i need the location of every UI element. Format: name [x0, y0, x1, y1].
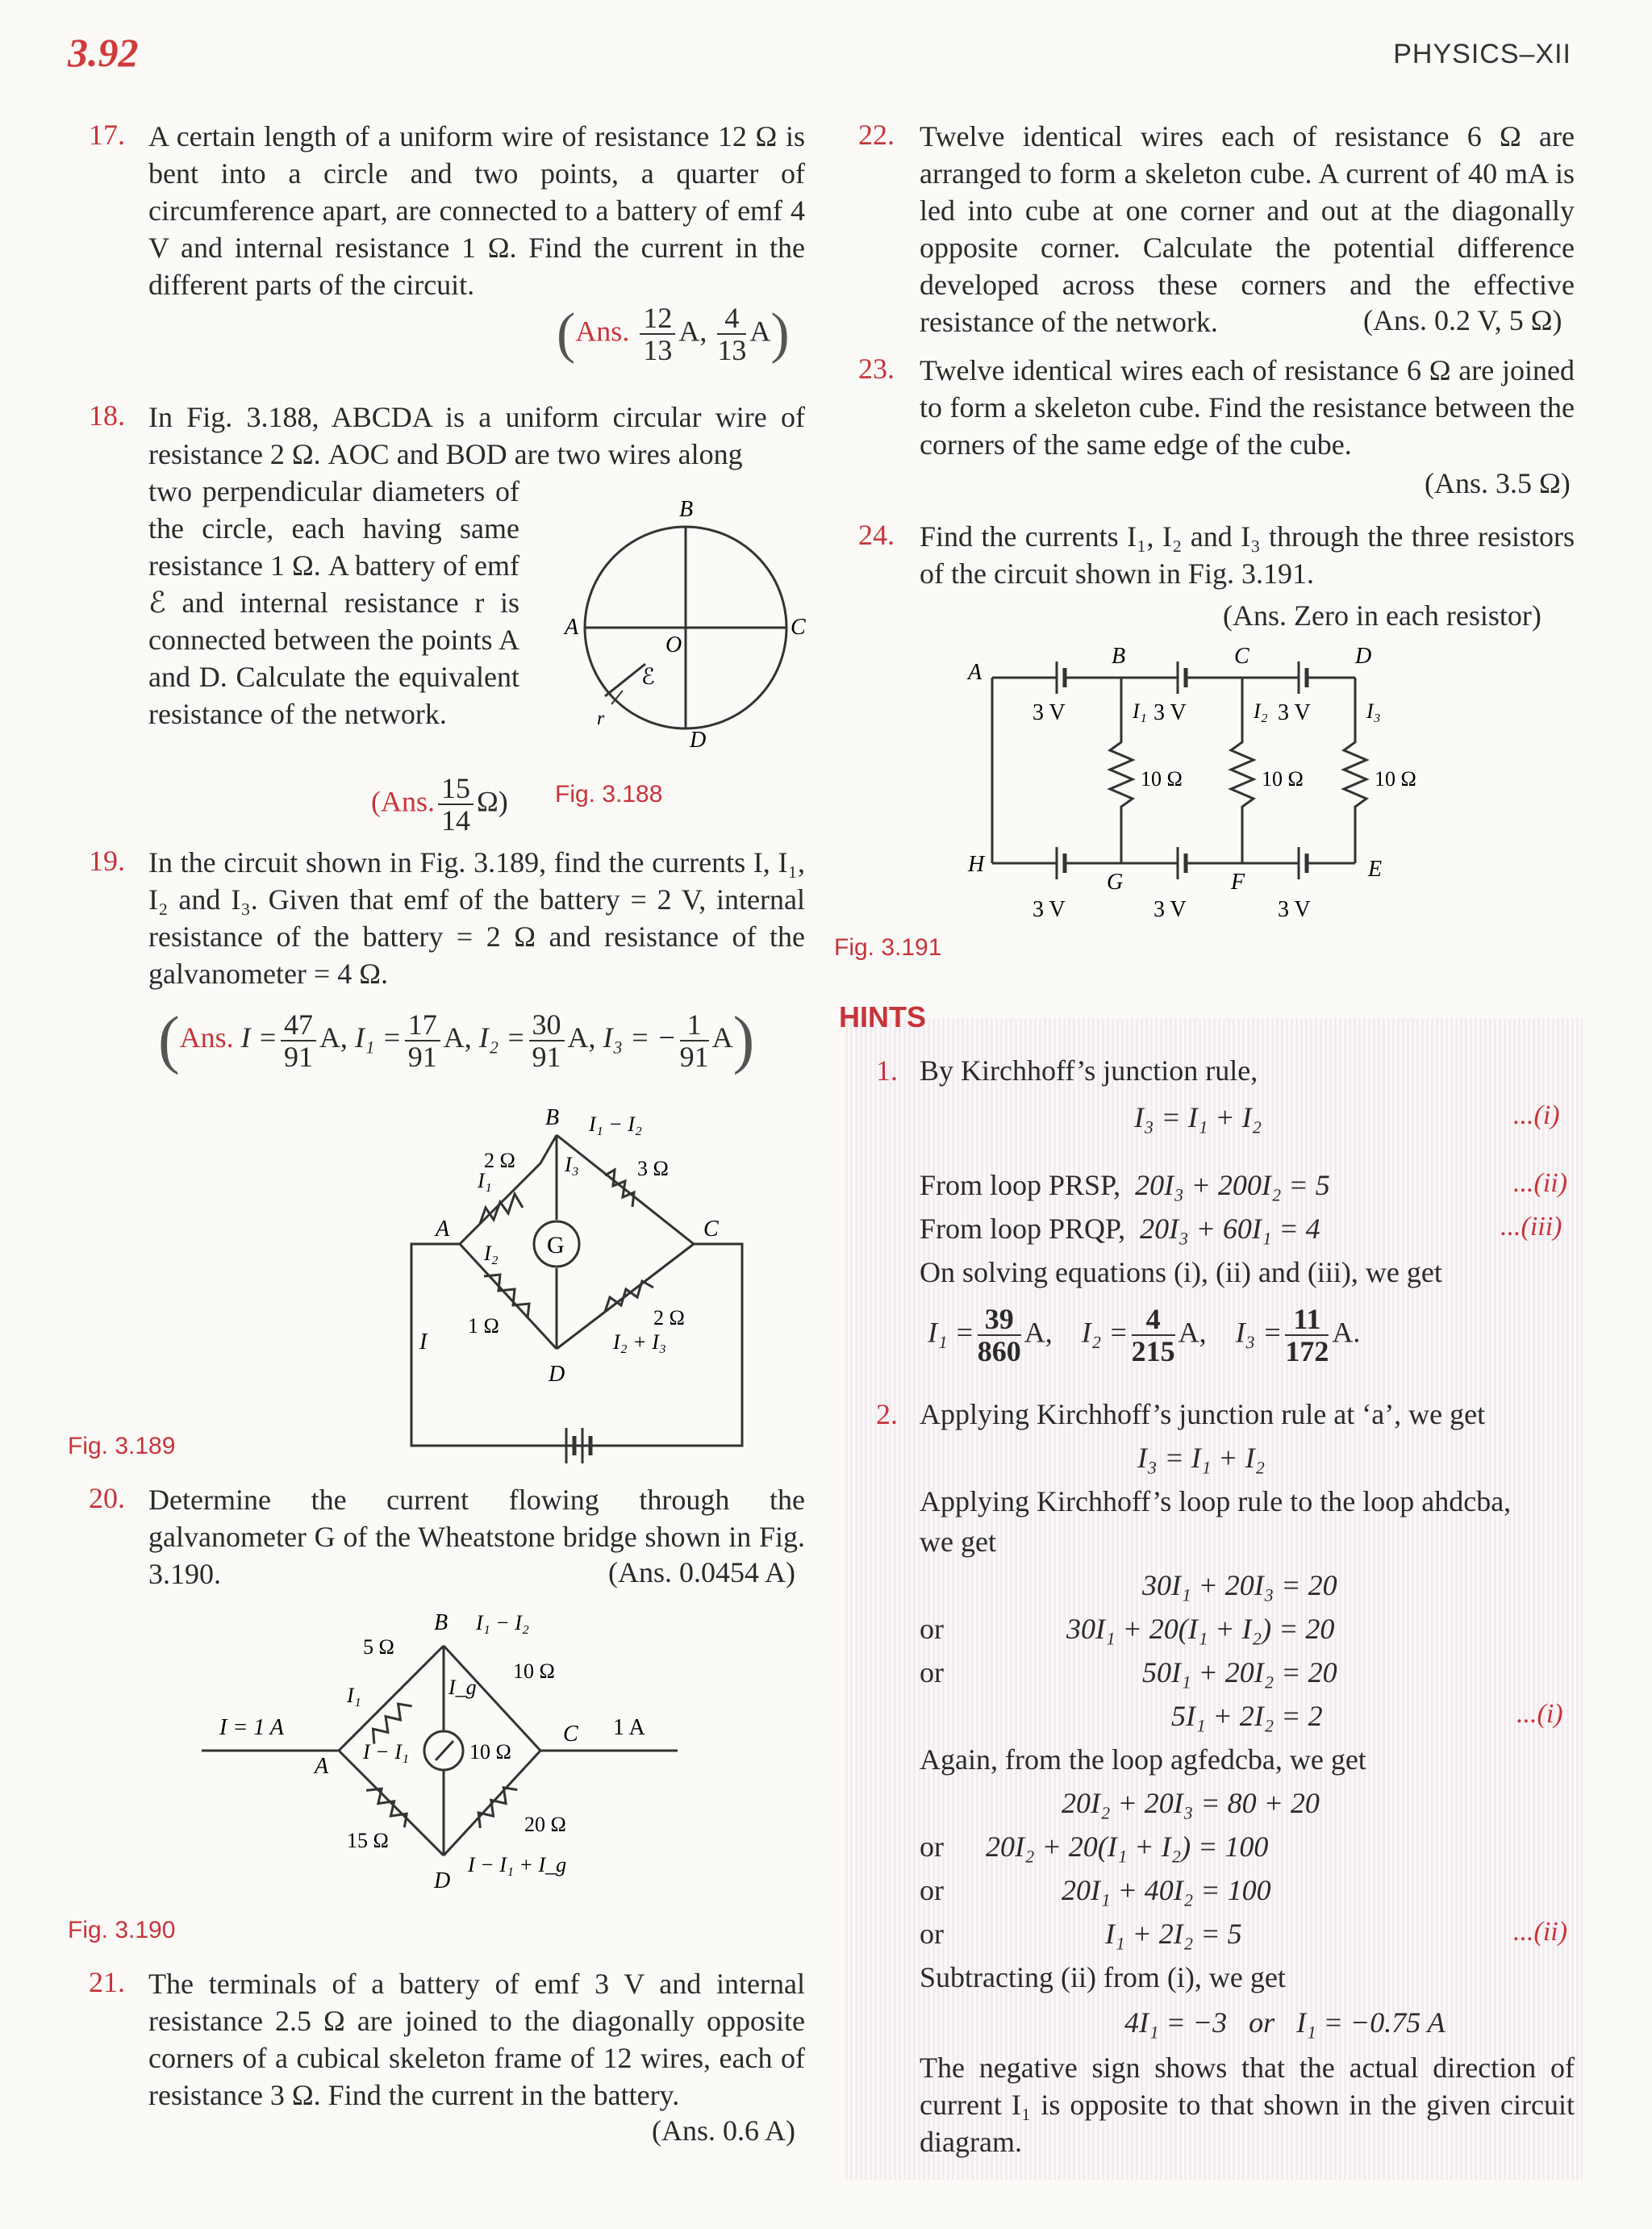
label-i-minus-i1: I − I₁ — [363, 1740, 409, 1764]
var: I₃ = — [1235, 1316, 1283, 1349]
figure-3-189 — [387, 1091, 758, 1470]
equation: 30I₁ + 20(I₁ + I₂) = 20 — [1066, 1613, 1335, 1645]
label-b: B — [679, 497, 694, 522]
label-r1: 2 Ω — [484, 1149, 515, 1172]
label-r1: 5 Ω — [363, 1635, 394, 1659]
label-a: A — [565, 615, 579, 640]
fraction-den: 91 — [532, 1040, 561, 1073]
label-iout: 1 A — [613, 1715, 645, 1740]
hint-text: On solving equations (i), (ii) and (iii), we get — [920, 1256, 1442, 1288]
equation-tag: ...(i) — [1516, 1699, 1563, 1729]
or-label: or — [920, 1830, 944, 1863]
var: I₁ = — [928, 1316, 974, 1349]
fraction-num: 11 — [1285, 1304, 1329, 1336]
var: I = — [240, 1021, 277, 1054]
label-f: F — [1231, 870, 1245, 895]
label-i3: I₃ — [565, 1153, 579, 1176]
figure-3-191 — [960, 637, 1444, 928]
unit: A, — [1178, 1316, 1207, 1349]
label-c: C — [563, 1722, 578, 1747]
fraction-den: 14 — [441, 804, 470, 837]
fraction-den: 13 — [643, 334, 673, 366]
answer: (Ans. I = $\frac{47}{91}$ A, I₁ = $\frac{17}{91}$ A, I₂ = $\frac{30}{91}$ A, I₃ = − $\frac{1}{91}$ A) — [158, 1004, 755, 1075]
equation: 4I₁ = −3 or I₁ = −0.75 A — [1124, 2006, 1446, 2039]
question-number: 17. — [89, 119, 125, 151]
label-i3: I₃ — [1366, 699, 1381, 723]
label-ig: I_g — [448, 1676, 477, 1699]
var: I₁ = — [354, 1021, 402, 1054]
label-g: G — [547, 1232, 565, 1259]
unit: A, — [443, 1021, 472, 1054]
hint-text: The negative sign shows that the actual direction of current I₁ is opposite to that shown in the given circuit diagram. — [920, 2052, 1575, 2158]
label-d: D — [1355, 644, 1372, 669]
unit: A — [711, 1021, 733, 1054]
fraction-den: 215 — [1131, 1335, 1175, 1367]
equation: 50I₁ + 20I₂ = 20 — [1142, 1656, 1337, 1688]
unit: A, — [1024, 1316, 1053, 1349]
label-voltage: 3 V — [1278, 700, 1311, 725]
fraction-num: 39 — [978, 1304, 1021, 1336]
label-i1: I₁ — [347, 1684, 361, 1707]
equation-tag: ...(ii) — [1513, 1917, 1568, 1947]
label-c: C — [703, 1217, 719, 1242]
hint-text: By Kirchhoff’s junction rule, — [920, 1054, 1258, 1087]
label-a: A — [436, 1217, 450, 1242]
label-iin: I = 1 A — [219, 1715, 284, 1740]
label-r4: 20 Ω — [524, 1813, 566, 1836]
question-number: 18. — [89, 399, 125, 432]
label-a: A — [315, 1754, 329, 1779]
fraction-den: 91 — [407, 1040, 437, 1073]
fraction-den: 91 — [679, 1040, 709, 1073]
figure-caption: Fig. 3.188 — [555, 781, 663, 808]
question-text: A certain length of a uniform wire of resistance 12 Ω is bent into a circle and two points, a quarter of circumference apart, are connected to a battery of emf 4 V and internal resistance 1 Ω. Find the current in the different parts of the circuit. — [148, 120, 805, 301]
label-b: B — [545, 1105, 560, 1130]
question-number: 19. — [89, 845, 125, 877]
figure-caption: Fig. 3.190 — [68, 1917, 176, 1943]
figure-caption: Fig. 3.191 — [834, 934, 942, 961]
equation: 30I₁ + 20I₃ = 20 — [1142, 1569, 1337, 1601]
equation: 20I₂ + 20I₃ = 80 + 20 — [1062, 1787, 1320, 1819]
label-rg: 10 Ω — [469, 1740, 511, 1764]
hint-text: we get — [920, 1526, 996, 1558]
answer: (Ans. $\frac{12}{13}$ A, $\frac{4}{13}$ A) — [557, 302, 790, 366]
label-resistor: 10 Ω — [1141, 767, 1183, 791]
or-label: or — [920, 1613, 944, 1645]
fraction-num: 4 — [717, 303, 746, 335]
solution-values — [928, 1304, 1360, 1367]
fraction-num: 1 — [680, 1009, 709, 1041]
label-r2: 10 Ω — [513, 1659, 555, 1683]
equation: 20I₂ + 20(I₁ + I₂) = 100 — [986, 1830, 1269, 1863]
or-label: or — [920, 1874, 944, 1906]
label-r4: 2 Ω — [653, 1306, 685, 1329]
fraction-num: 17 — [405, 1009, 440, 1041]
var: I₂ = — [1081, 1316, 1128, 1349]
book-title: PHYSICS–XII — [1393, 39, 1571, 69]
or-label: or — [920, 1656, 944, 1688]
hint-number: 2. — [876, 1398, 898, 1430]
question-text: The terminals of a battery of emf 3 V and internal resistance 2.5 Ω are joined to the diagonally opposite corners of a cubical skeleton frame of 12 wires, each of resistance 3 Ω. Find the current in the battery. — [148, 1968, 805, 2111]
hint-text: Again, from the loop agfedcba, we get — [920, 1743, 1366, 1776]
label-resistor: 10 Ω — [1375, 767, 1416, 791]
label-i2-plus-i3: I₂ + I₃ — [613, 1330, 666, 1354]
hint-line — [920, 1168, 1330, 1202]
fraction-num: 30 — [529, 1009, 565, 1041]
label-a: A — [968, 660, 982, 685]
label-voltage: 3 V — [1278, 897, 1311, 922]
question-text-top: In Fig. 3.188, ABCDA is a uniform circular wire of resistance 2 Ω. AOC and BOD are two wires along — [148, 401, 805, 470]
equation: 20I₃ + 200I₂ = 5 — [1135, 1169, 1330, 1201]
answer: (Ans. 0.2 V, 5 Ω) — [1363, 304, 1562, 336]
unit: A, — [678, 315, 707, 348]
label-resistor: 10 Ω — [1262, 767, 1304, 791]
question-number: 20. — [89, 1482, 125, 1514]
answer: (Ans. Zero in each resistor) — [1223, 599, 1541, 632]
fraction-den: 172 — [1285, 1335, 1329, 1367]
label-i1: I₁ — [478, 1169, 492, 1192]
hints-title: HINTS — [839, 1000, 926, 1033]
unit: A — [749, 315, 771, 348]
hint-text: Applying Kirchhoff’s loop rule to the loop ahdcba, — [920, 1485, 1512, 1517]
answer-label: Ans. — [179, 1021, 234, 1054]
label-d: D — [434, 1868, 451, 1893]
question-text: Twelve identical wires each of resistance 6 Ω are arranged to form a skeleton cube. A current of 40 mA is led into cube at one corner and out at the diagonally opposite corner. Calculate the potential difference developed across these corners and the effective resistance of the network. — [920, 120, 1575, 338]
equation-tag: ...(i) — [1513, 1100, 1560, 1130]
var: I₃ = − — [603, 1021, 677, 1054]
question-number: 21. — [89, 1966, 125, 1998]
label-c: C — [791, 615, 806, 640]
label-i2: I₂ — [1254, 699, 1268, 723]
answer: (Ans. 0.6 A) — [652, 2114, 795, 2147]
question-number: 22. — [858, 119, 895, 151]
answer-tail: Ω) — [477, 785, 508, 818]
fraction-num: 15 — [438, 773, 473, 805]
label-r3: 15 Ω — [347, 1829, 389, 1852]
fraction-den: 13 — [717, 334, 747, 366]
hint-text: Subtracting (ii) from (i), we get — [920, 1961, 1286, 1993]
label-c: C — [1234, 644, 1249, 669]
label-i2: I₂ — [484, 1242, 499, 1265]
fraction-num: 47 — [281, 1009, 316, 1041]
figure-3-188 — [549, 490, 823, 765]
answer — [371, 773, 508, 836]
hint-number: 1. — [876, 1054, 898, 1087]
label-b: B — [1112, 644, 1126, 669]
label-d: D — [690, 728, 707, 753]
hint-line — [920, 1212, 1320, 1246]
fraction-num: 12 — [640, 303, 675, 335]
question-number: 24. — [858, 519, 895, 551]
label-i1: I₁ — [1133, 699, 1147, 723]
label-voltage: 3 V — [1032, 897, 1066, 922]
equation: I₁ + 2I₂ = 5 — [1105, 1918, 1242, 1950]
page-number: 3.92 — [68, 30, 139, 75]
equation: I₃ = I₁ + I₂ — [1134, 1101, 1262, 1133]
label-h: H — [968, 852, 985, 877]
label-i1-minus-ig: I₁ − I₂ — [476, 1611, 529, 1634]
equation-tag: ...(iii) — [1500, 1212, 1562, 1242]
hint-text: Applying Kirchhoff’s junction rule at ‘a’, we get — [920, 1398, 1486, 1430]
label-voltage: 3 V — [1032, 700, 1066, 725]
label-b: B — [434, 1610, 448, 1635]
fraction-den: 91 — [283, 1040, 313, 1073]
label-i1-minus-i2: I₁ − I₂ — [589, 1112, 642, 1136]
label-voltage: 3 V — [1153, 700, 1187, 725]
unit: A, — [319, 1021, 348, 1054]
or-label: or — [920, 1918, 944, 1950]
equation-tag: ...(ii) — [1513, 1168, 1568, 1198]
label-voltage: 3 V — [1153, 897, 1187, 922]
loop-label: From loop PRQP, — [920, 1213, 1126, 1245]
equation: 5I₁ + 2I₂ = 2 — [1171, 1700, 1323, 1732]
label-g: G — [1107, 870, 1124, 895]
question-text: Determine the current flowing through the galvanometer G of the Wheatstone bridge shown in Fig. 3.190. — [148, 1484, 805, 1590]
equation: 20I₁ + 40I₂ = 100 — [1062, 1874, 1271, 1906]
label-emf: ℰ — [641, 665, 655, 690]
question-number: 23. — [858, 353, 895, 385]
question-text-side: two perpendicular diameters of the circle, each having same resistance 1 Ω. A battery of emf ℰ and internal resistance r is connected between the points A and D. Calculate the equivalent resistance of the network. — [148, 475, 519, 730]
loop-label: From loop PRSP, — [920, 1169, 1121, 1201]
figure-caption: Fig. 3.189 — [68, 1433, 176, 1459]
unit: A. — [1332, 1316, 1361, 1349]
equation: 20I₃ + 60I₁ = 4 — [1140, 1213, 1320, 1245]
label-e: E — [1368, 857, 1383, 882]
answer: (Ans. 0.0454 A) — [608, 1556, 795, 1588]
label-r: r — [597, 708, 605, 729]
answer: (Ans. 3.5 Ω) — [1425, 467, 1571, 499]
unit: A, — [567, 1021, 596, 1054]
question-text: Find the currents I₁, I₂ and I₃ through the three resistors of the circuit shown in Fig. 3.191. — [920, 520, 1575, 590]
var: I₂ = — [478, 1021, 526, 1054]
label-r2: 3 Ω — [637, 1157, 669, 1180]
figure-3-190 — [202, 1597, 686, 1904]
answer-label: (Ans. — [371, 785, 435, 818]
label-r3: 1 Ω — [468, 1314, 499, 1338]
fraction-den: 860 — [977, 1335, 1021, 1367]
label-i: I — [419, 1329, 428, 1355]
label-o: O — [665, 632, 682, 657]
answer-label: Ans. — [575, 315, 630, 348]
question-text: Twelve identical wires each of resistance 6 Ω are joined to form a skeleton cube. Find the resistance between the corners of the same edge of the cube. — [920, 354, 1575, 461]
equation: I₃ = I₁ + I₂ — [1137, 1442, 1266, 1474]
fraction-num: 4 — [1132, 1304, 1175, 1336]
question-text: In the circuit shown in Fig. 3.189, find the currents I, I₁, I₂ and I₃. Given that emf of the battery = 2 V, internal resistance of the battery = 2 Ω and resistance of the galvanometer = 4 Ω. — [148, 846, 805, 990]
label-i-minus-i1-plus-ig: I − I₁ + I_g — [468, 1853, 567, 1876]
label-d: D — [549, 1362, 565, 1387]
